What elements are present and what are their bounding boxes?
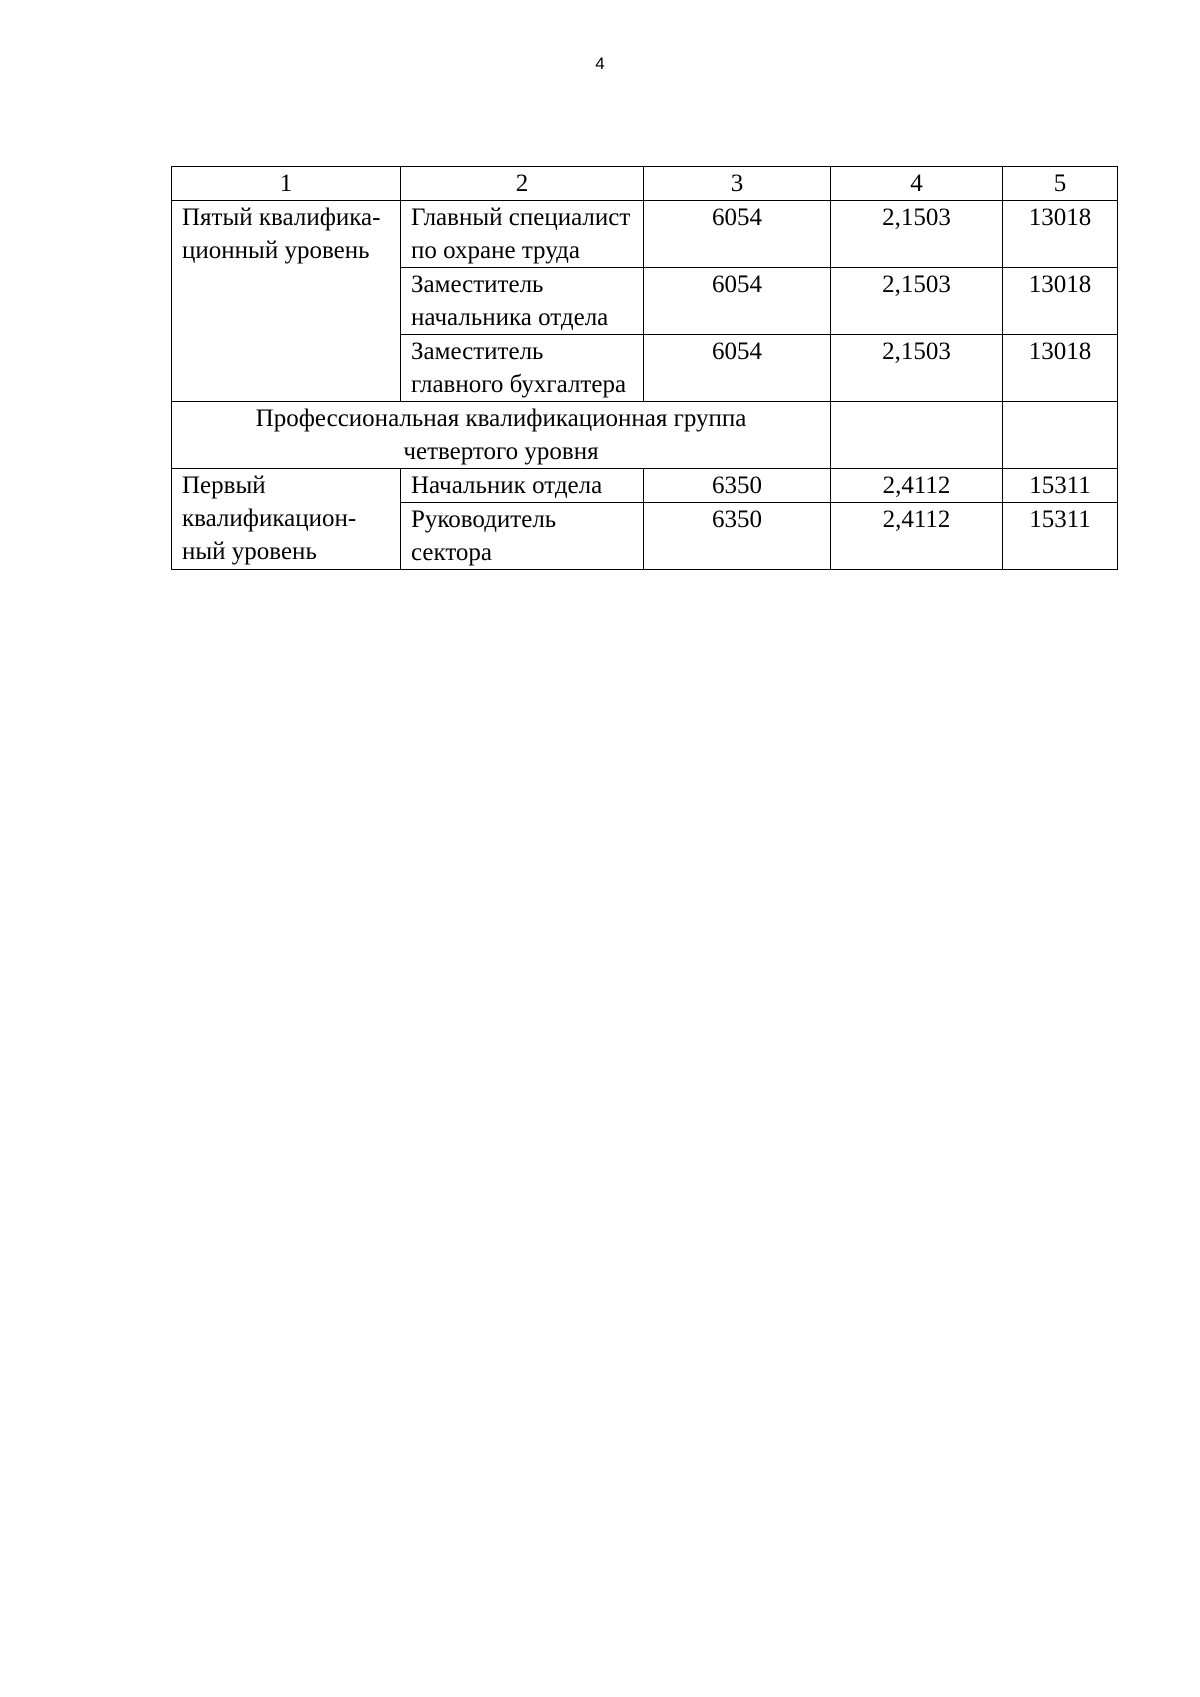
qualification-table	[171, 166, 1118, 570]
table-header-row	[172, 167, 1118, 201]
value-cell: 2,1503	[831, 201, 1003, 268]
qualification-level-cell: Пятый квалифика-ционный уровень	[172, 201, 401, 402]
value-cell: 13018	[1003, 335, 1118, 402]
position-cell: Заместитель главного бухгалтера	[401, 335, 644, 402]
group-row	[172, 402, 1118, 469]
value-cell: 6054	[644, 335, 831, 402]
empty-cell	[831, 402, 1003, 469]
header-cell: 1	[172, 167, 401, 201]
header-cell: 2	[401, 167, 644, 201]
value-cell: 13018	[1003, 201, 1118, 268]
value-cell: 2,4112	[831, 503, 1003, 570]
page-number: 4	[595, 54, 605, 73]
value-cell: 2,4112	[831, 469, 1003, 503]
qualification-level-cell: Первый квалификацион-ный уровень	[172, 469, 401, 570]
header-cell: 4	[831, 167, 1003, 201]
header-cell: 3	[644, 167, 831, 201]
qualification-group-title: Профессиональная квалификационная группа четвертого уровня	[172, 402, 831, 469]
value-cell: 6054	[644, 201, 831, 268]
value-cell: 6350	[644, 469, 831, 503]
value-cell: 2,1503	[831, 335, 1003, 402]
table-row	[172, 469, 1118, 503]
value-cell: 15311	[1003, 469, 1118, 503]
empty-cell	[1003, 402, 1118, 469]
value-cell: 15311	[1003, 503, 1118, 570]
position-cell: Начальник отдела	[401, 469, 644, 503]
position-cell: Главный специалист по охране труда	[401, 201, 644, 268]
position-cell: Руководитель сектора	[401, 503, 644, 570]
value-cell: 6350	[644, 503, 831, 570]
value-cell: 13018	[1003, 268, 1118, 335]
value-cell: 6054	[644, 268, 831, 335]
header-cell: 5	[1003, 167, 1118, 201]
table-row	[172, 201, 1118, 268]
position-cell: Заместитель начальника отдела	[401, 268, 644, 335]
value-cell: 2,1503	[831, 268, 1003, 335]
